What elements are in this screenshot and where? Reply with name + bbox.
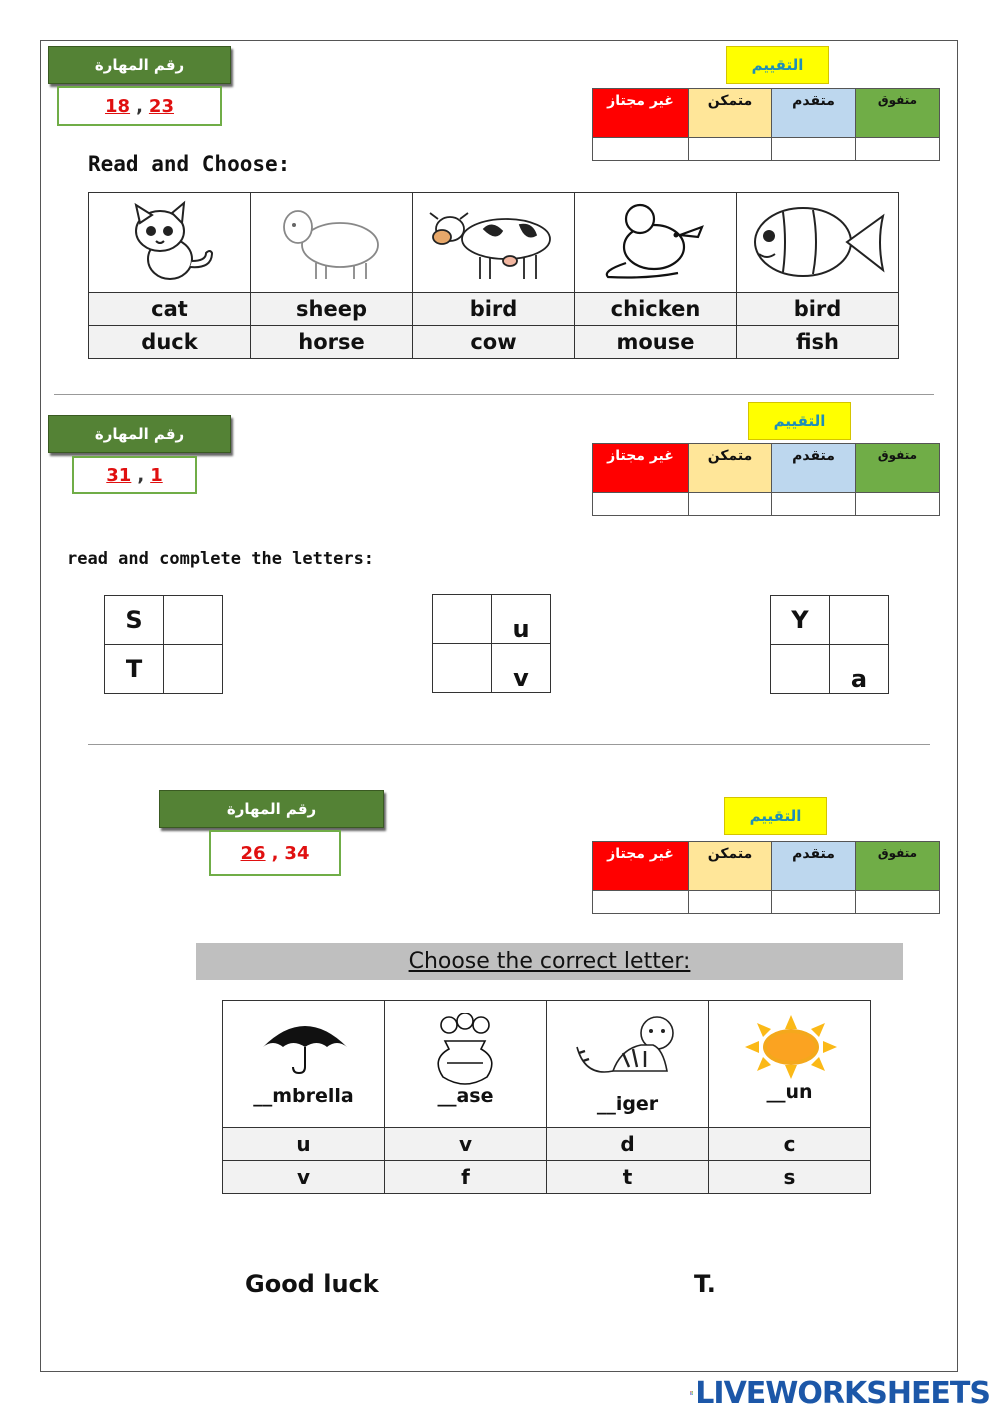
tiger-icon: [571, 1013, 689, 1087]
liveworksheets-logo[interactable]: [690, 1376, 990, 1410]
eval-level-not-passed: غير مجتاز: [593, 842, 689, 891]
evaluation-title: التقييم: [724, 797, 827, 835]
eval-level-not-passed: غير مجتاز: [593, 444, 689, 493]
cat-icon: [110, 199, 230, 283]
eval-cell[interactable]: [772, 138, 856, 161]
word-option[interactable]: bird: [737, 293, 899, 326]
fish-icon: [743, 196, 893, 286]
letter-cell[interactable]: a: [830, 645, 889, 694]
eval-level-excellent: متفوق: [856, 89, 940, 138]
letter-cell[interactable]: [771, 645, 830, 694]
eval-cell[interactable]: [689, 891, 772, 914]
skill-number-box: 18 , 23: [57, 86, 222, 126]
word-option[interactable]: horse: [251, 326, 413, 359]
read-choose-table: [88, 192, 899, 359]
skill-number-header: رقم المهارة: [48, 415, 231, 453]
eval-level-not-passed: غير مجتاز: [593, 89, 689, 138]
eval-level-excellent: متفوق: [856, 842, 940, 891]
eval-cell[interactable]: [689, 493, 772, 516]
word-option[interactable]: fish: [737, 326, 899, 359]
letter-cell[interactable]: S: [105, 596, 164, 645]
letter-cell[interactable]: u: [492, 595, 551, 644]
word-option[interactable]: duck: [89, 326, 251, 359]
skill-number: 1: [150, 464, 163, 486]
cat-picture: [89, 193, 251, 293]
section-divider: [54, 394, 934, 395]
letter-option[interactable]: c: [709, 1128, 871, 1161]
letter-option[interactable]: f: [385, 1161, 547, 1194]
word-option[interactable]: mouse: [575, 326, 737, 359]
exercise-title: read and complete the letters:: [67, 549, 375, 569]
eval-cell[interactable]: [772, 891, 856, 914]
skill-number: 23: [148, 95, 174, 117]
eval-cell[interactable]: [593, 891, 689, 914]
fish-picture: [737, 193, 899, 293]
word-with-blank: __mbrella: [253, 1085, 354, 1107]
choose-letter-table: [222, 1000, 871, 1194]
eval-cell[interactable]: [856, 493, 940, 516]
cow-picture: [413, 193, 575, 293]
word-with-blank: __iger: [596, 1093, 659, 1115]
letter-option[interactable]: t: [547, 1161, 709, 1194]
vase-icon: [425, 1013, 505, 1087]
skill-number: 34: [284, 842, 310, 864]
eval-cell[interactable]: [856, 891, 940, 914]
section-divider: [88, 744, 930, 745]
eval-cell[interactable]: [856, 138, 940, 161]
eval-cell[interactable]: [593, 138, 689, 161]
skill-number: 31: [106, 464, 132, 486]
skill-number-header: رقم المهارة: [48, 46, 231, 84]
eval-cell[interactable]: [593, 493, 689, 516]
letter-cell[interactable]: [164, 645, 223, 694]
brand-name: LIVEWORKSHEETS: [695, 1375, 990, 1411]
evaluation-title: التقييم: [748, 402, 851, 440]
letter-cell[interactable]: [433, 644, 492, 693]
letter-cell[interactable]: [830, 596, 889, 645]
sun-picture: [709, 1001, 871, 1128]
evaluation-table: [592, 841, 940, 914]
sheep-picture: [251, 193, 413, 293]
skill-number: 26: [240, 842, 266, 864]
eval-level-advanced: متقدم: [772, 89, 856, 138]
evaluation-table: [592, 443, 940, 516]
word-option[interactable]: bird: [413, 293, 575, 326]
letter-cell[interactable]: T: [105, 645, 164, 694]
letter-option[interactable]: v: [385, 1128, 547, 1161]
umbrella-icon: [261, 1015, 349, 1075]
eval-level-excellent: متفوق: [856, 444, 940, 493]
skill-number-header: رقم المهارة: [159, 790, 384, 828]
evaluation-title: التقييم: [726, 46, 829, 84]
teacher-label: T.: [694, 1270, 716, 1298]
letter-option[interactable]: u: [223, 1128, 385, 1161]
word-option[interactable]: cow: [413, 326, 575, 359]
tiger-picture: [547, 1001, 709, 1128]
cow-icon: [424, 199, 564, 283]
letter-option[interactable]: d: [547, 1128, 709, 1161]
word-option[interactable]: cat: [89, 293, 251, 326]
mouse-picture: [575, 193, 737, 293]
eval-cell[interactable]: [772, 493, 856, 516]
skill-number-box: 31 , 1: [72, 456, 197, 494]
eval-cell[interactable]: [689, 138, 772, 161]
mouse-icon: [596, 199, 716, 283]
umbrella-picture: [223, 1001, 385, 1128]
skill-number-box: 26 , 34: [209, 830, 341, 876]
sun-icon: [741, 1015, 841, 1079]
exercise-title: Read and Choose:: [88, 152, 291, 176]
letter-cell[interactable]: Y: [771, 596, 830, 645]
letter-option[interactable]: v: [223, 1161, 385, 1194]
letter-cell[interactable]: [433, 595, 492, 644]
vase-picture: [385, 1001, 547, 1128]
evaluation-table: [592, 88, 940, 161]
good-luck-text: Good luck: [245, 1270, 379, 1298]
letter-grid: [770, 595, 889, 694]
letter-option[interactable]: s: [709, 1161, 871, 1194]
exercise-title-bar: [196, 943, 903, 980]
sheep-icon: [272, 199, 392, 283]
eval-level-proficient: متمكن: [689, 89, 772, 138]
eval-level-advanced: متقدم: [772, 842, 856, 891]
letter-cell[interactable]: [164, 596, 223, 645]
letter-grid: [104, 595, 223, 694]
word-with-blank: __un: [766, 1081, 813, 1103]
exercise-title: Choose the correct letter:: [408, 949, 691, 974]
eval-level-proficient: متمكن: [689, 842, 772, 891]
eval-level-proficient: متمكن: [689, 444, 772, 493]
word-option[interactable]: chicken: [575, 293, 737, 326]
word-option[interactable]: sheep: [251, 293, 413, 326]
word-with-blank: __ase: [437, 1085, 494, 1107]
letter-cell[interactable]: v: [492, 644, 551, 693]
letter-grid: [432, 594, 551, 693]
skill-number: 18: [105, 95, 131, 117]
liveworksheets-logo-icon: [690, 1380, 693, 1406]
eval-level-advanced: متقدم: [772, 444, 856, 493]
